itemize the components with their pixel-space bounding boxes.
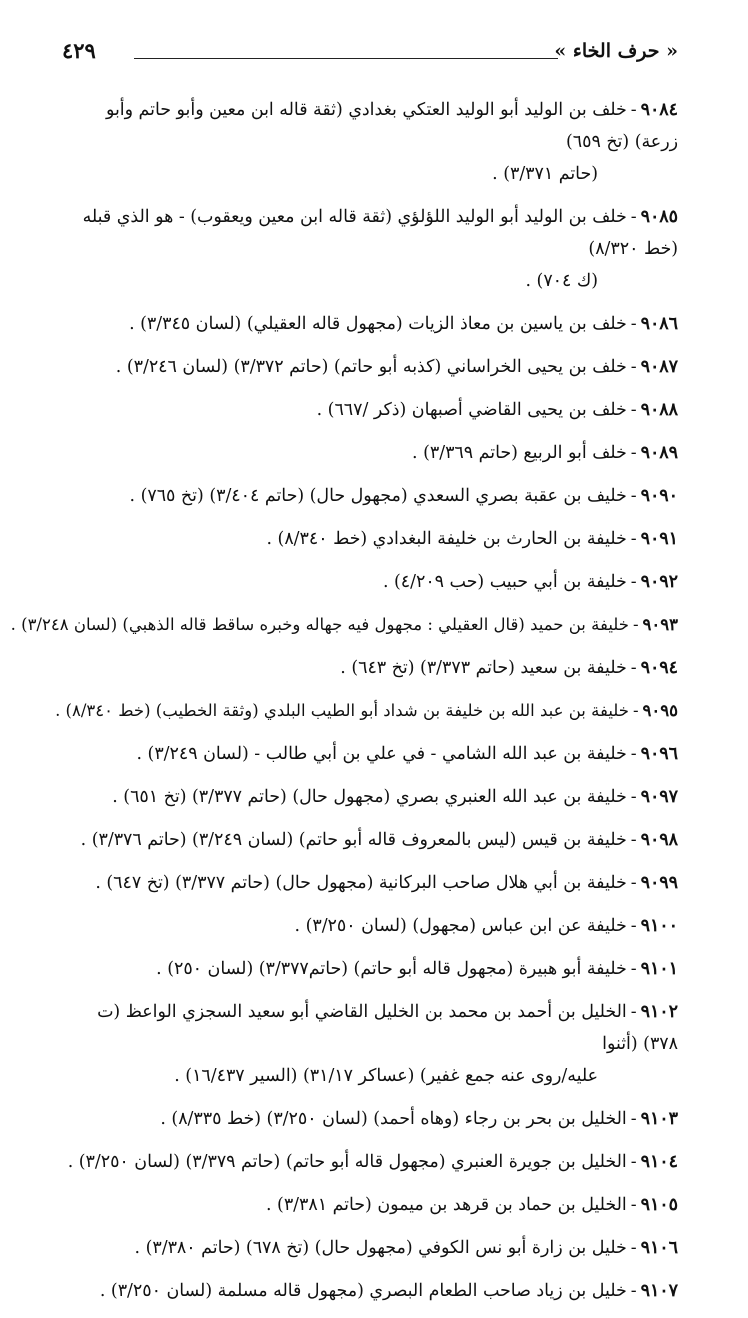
entry-continuation: عليه/روى عنه جمع غفير) (عساكر ٣١/١٧) (السير ١٦/٤٣٧) . [174,1066,598,1086]
entry-number: ٩١٠٧ [640,1281,678,1301]
chapter-title: « حرف الخاء » [554,40,678,62]
entry-number: ٩٠٨٥ [640,207,678,227]
entry [62,437,678,469]
entry-dash: - [630,1195,637,1215]
entry-text: خليفة بن عبد الله العنبري بصري (مجهول حال) (حاتم ٣/٣٧٧) (تخ ٦٥١) . [112,787,627,807]
entry-dash: - [630,1238,637,1258]
entry-number: ٩١٠٣ [640,1109,678,1129]
entry-dash: - [630,357,637,377]
entry-dash: - [632,701,639,720]
entry-text: خليل بن زياد صاحب الطعام البصري (مجهول قاله مسلمة (لسان ٣/٢٥٠) . [99,1281,627,1301]
entries-list [10,94,678,1318]
entry-dash: - [630,787,637,807]
entry-number: ٩٠٩٤ [640,658,678,678]
entry-number: ٩٠٨٦ [640,314,678,334]
entry-text: خليفة بن أبي هلال صاحب البركانية (مجهول حال) (حاتم ٣/٣٧٧) (تخ ٦٤٧) . [95,873,627,893]
entry-text: خليفة عن ابن عباس (مجهول) (لسان ٣/٢٥٠) . [294,916,627,936]
entry [62,738,678,770]
entry-text: الخليل بن بحر بن رجاء (وهاه أحمد) (لسان ٣/٢٥٠) (خط ٨/٣٣٥) . [160,1109,627,1129]
entry-dash: - [630,658,637,678]
entry-dash: - [630,314,637,334]
entry-continuation: (حاتم ٣/٣٧١) . [492,164,598,184]
entry-text: خليفة بن قيس (ليس بالمعروف قاله أبو حاتم) (لسان ٣/٢٤٩) (حاتم ٣/٣٧٦) . [80,830,627,850]
entry [62,867,678,899]
entry-number: ٩١٠٤ [640,1152,678,1172]
entry-text: خلف بن يحيى القاضي أصبهان (ذكر /٦٦٧) . [316,400,627,420]
entry-dash: - [630,873,637,893]
entry-text: خليفة بن عبد الله بن خليفة بن شداد أبو الطيب البلدي (وثقة الخطيب) (خط ٨/٣٤٠) . [55,701,629,720]
entry [62,480,678,512]
entry-number: ٩٠٨٤ [640,100,678,120]
entry-dash: - [630,830,637,850]
entry-number: ٩٠٨٩ [640,443,678,463]
entry [62,351,678,383]
entry-number: ٩١٠٠ [640,916,678,936]
entry [62,652,678,684]
entry-number: ٩٠٩٣ [642,615,678,634]
page-header [62,38,678,68]
entry [62,1189,678,1221]
entry-number: ٩٠٩٧ [640,787,678,807]
entry [62,953,678,985]
entry-number: ٩٠٩٠ [640,486,678,506]
entry [62,94,678,190]
entry-number: ٩٠٩١ [640,529,678,549]
entry-text: خلف أبو الربيع (حاتم ٣/٣٦٩) . [412,443,627,463]
entry-text: خلف بن يحيى الخراساني (كذبه أبو حاتم) (حاتم ٣/٣٧٢) (لسان ٣/٢٤٦) . [115,357,627,377]
entry-text: خلف بن ياسين بن معاذ الزيات (مجهول قاله العقيلي) (لسان ٣/٣٤٥) . [129,314,627,334]
entry-text: خلف بن الوليد أبو الوليد العتكي بغدادي (ثقة قاله ابن معين وأبو حاتم وأبو زرعة) (تخ ٦٥٩) [105,100,678,152]
entry [62,1146,678,1178]
entry [62,201,678,297]
entry-dash: - [630,207,637,227]
entry-number: ٩٠٨٨ [640,400,678,420]
entry-text: خليل بن زارة أبو نس الكوفي (مجهول حال) (تخ ٦٧٨) (حاتم ٣/٣٨٠) . [134,1238,627,1258]
entry-text: خليفة أبو هبيرة (مجهول قاله أبو حاتم) (حاتم٣/٣٧٧) (لسان ٢٥٠) . [156,959,627,979]
entry-continuation: (ك ٧٠٤) . [525,271,598,291]
entry [55,695,678,727]
entry-dash: - [630,572,637,592]
entry-number: ٩١٠٥ [640,1195,678,1215]
entry [62,1103,678,1135]
entry [62,1232,678,1264]
header-rule [134,58,558,59]
entry-text: خليفة بن أبي حبيب (حب ٤/٢٠٩) . [382,572,627,592]
entry-dash: - [630,486,637,506]
entry-text: خليفة بن الحارث بن خليفة البغدادي (خط ٨/٣٤٠) . [266,529,627,549]
page-number: ٤٢٩ [62,38,96,63]
entry-text: الخليل بن حماد بن قرهد بن ميمون (حاتم ٣/٣٨١) . [265,1195,627,1215]
entry-number: ٩٠٩٨ [640,830,678,850]
entry-dash: - [630,916,637,936]
entry-number: ٩٠٩٥ [642,701,678,720]
entry-dash: - [630,1152,637,1172]
entry-dash: - [630,1109,637,1129]
entry [62,910,678,942]
entry-dash: - [632,615,639,634]
entry-number: ٩٠٩٦ [640,744,678,764]
entry [62,824,678,856]
entry-dash: - [630,1002,637,1022]
entry-text: الخليل بن أحمد بن محمد بن الخليل القاضي أبو سعيد السجزي الواعظ (ت ٣٧٨) (أثنوا [97,1002,678,1054]
entry-text: خليفة بن سعيد (حاتم ٣/٣٧٣) (تخ ٦٤٣) . [340,658,627,678]
entry [62,523,678,555]
entry-text: الخليل بن جويرة العنبري (مجهول قاله أبو حاتم) (حاتم ٣/٣٧٩) (لسان ٣/٢٥٠) . [67,1152,627,1172]
entry-text: خليفة بن عبد الله الشامي - في علي بن أبي طالب - (لسان ٣/٢٤٩) . [136,744,627,764]
entry-dash: - [630,400,637,420]
entry [62,308,678,340]
entry-number: ٩١٠١ [640,959,678,979]
entry [62,566,678,598]
entry-dash: - [630,959,637,979]
entry-dash: - [630,443,637,463]
entry-dash: - [630,1281,637,1301]
entry-number: ٩٠٩٢ [640,572,678,592]
entry [62,394,678,426]
entry [62,1275,678,1307]
entry [62,996,678,1092]
entry-dash: - [630,744,637,764]
entry-number: ٩٠٨٧ [640,357,678,377]
entry-dash: - [630,529,637,549]
entry-dash: - [630,100,637,120]
entry [10,609,678,641]
entry [62,781,678,813]
entry-text: خليف بن عقبة بصري السعدي (مجهول حال) (حاتم ٣/٤٠٤) (تخ ٧٦٥) . [129,486,627,506]
entry-number: ٩١٠٦ [640,1238,678,1258]
entry-number: ٩١٠٢ [640,1002,678,1022]
entry-text: خليفة بن حميد (قال العقيلي : مجهول فيه جهاله وخبره ساقط قاله الذهبي) (لسان ٣/٢٤٨) . [10,615,629,634]
entry-number: ٩٠٩٩ [640,873,678,893]
entry-text: خلف بن الوليد أبو الوليد اللؤلؤي (ثقة قاله ابن معين ويعقوب) - هو الذي قبله (خط ٨/٣٢٠) [82,207,678,259]
